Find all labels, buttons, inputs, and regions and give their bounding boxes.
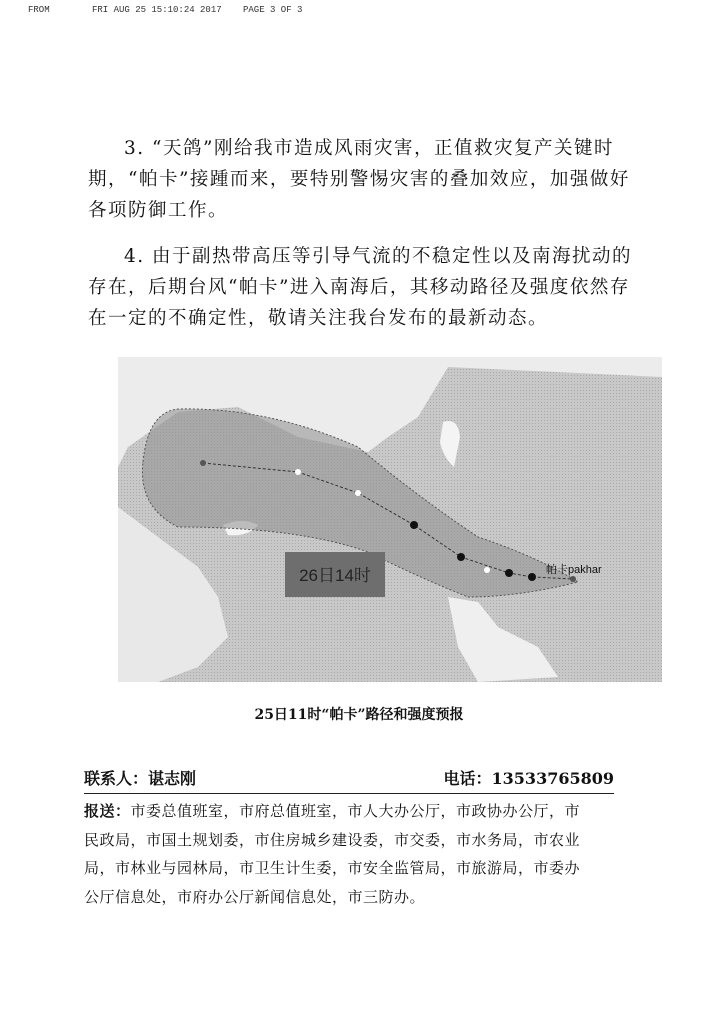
text-line: 市委总值班室，市府总值班室，市人大办公厅，市政协办公厅，市 bbox=[130, 802, 581, 820]
text-line: 局，市林业与园林局，市卫生计生委，市安全监管局，市旅游局，市委办 bbox=[84, 859, 581, 877]
text-line: 各项防御工作。 bbox=[88, 200, 229, 221]
distribution-label: 报送： bbox=[84, 802, 131, 820]
contact-person: 联系人：谌志刚 bbox=[84, 769, 197, 788]
text-line: 在一定的不确定性，敬请关注我台发布的最新动态。 bbox=[88, 308, 549, 329]
fax-datetime: FRI AUG 25 15:10:24 2017 bbox=[92, 5, 222, 15]
text-line: 3. “天鸽”刚给我市造成风雨灾害，正值救灾复产关键时 bbox=[124, 138, 614, 159]
contact-phone: 电话：13533765809 bbox=[443, 769, 614, 788]
contact-line bbox=[84, 766, 614, 794]
map-caption: 25日11时“帕卡”路径和强度预报 bbox=[254, 707, 464, 723]
typhoon-name-label: 帕卡pakhar bbox=[546, 564, 602, 576]
fax-page-number: PAGE 3 OF 3 bbox=[243, 5, 303, 15]
text-line: 民政局，市国土规划委，市住房城乡建设委，市交委，市水务局，市农业 bbox=[84, 830, 581, 849]
text-line: 存在，后期台风“帕卡”进入南海后，其移动路径及强度依然存 bbox=[88, 277, 630, 298]
text-line: 4. 由于副热带高压等引导气流的不稳定性以及南海扰动的 bbox=[124, 246, 633, 267]
text-line: 期，“帕卡”接踵而来，要特别警惕灾害的叠加效应，加强做好 bbox=[88, 169, 630, 190]
paragraph-4 bbox=[88, 241, 648, 334]
time-label: 26日14时 bbox=[299, 566, 371, 585]
paragraph-3 bbox=[88, 133, 648, 226]
fax-from: FROM bbox=[28, 5, 50, 15]
distribution-list bbox=[84, 797, 614, 911]
typhoon-forecast-map bbox=[118, 357, 662, 682]
text-line: 公厅信息处，市府办公厅新闻信息处，市三防办。 bbox=[84, 887, 426, 906]
